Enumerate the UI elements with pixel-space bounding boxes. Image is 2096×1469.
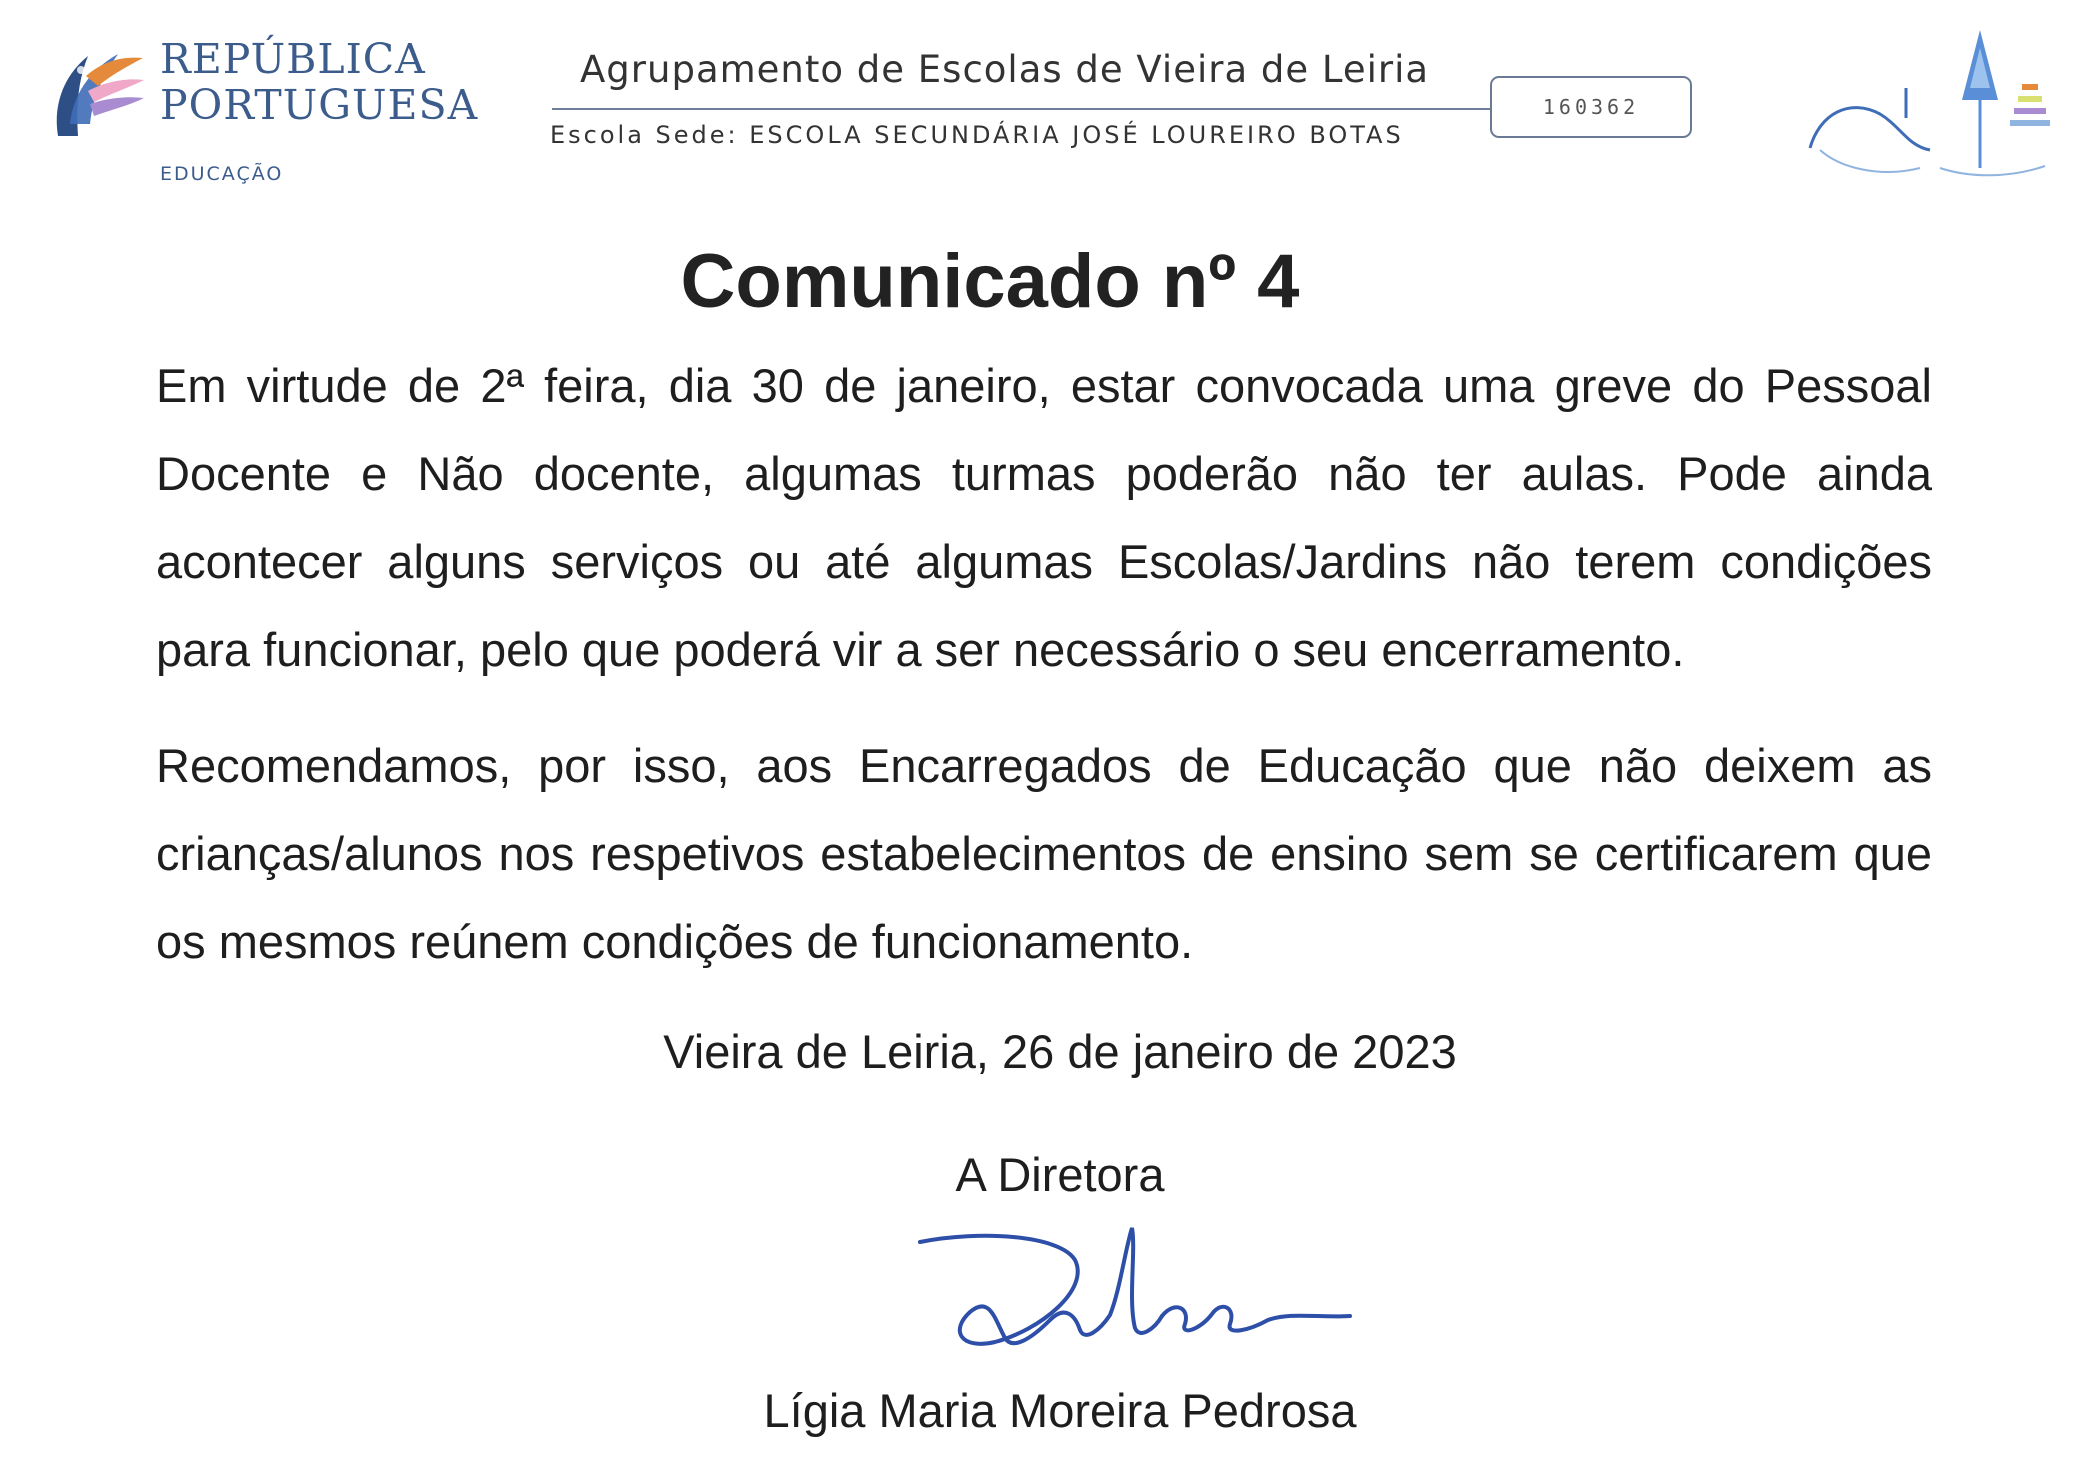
rp-line2: PORTUGUESA: [160, 81, 479, 129]
place-and-date: Vieira de Leiria, 26 de janeiro de 2023: [663, 1025, 1457, 1078]
header-divider: [552, 108, 1492, 110]
school-code-box: 160362: [1490, 76, 1692, 138]
school-group-name: Agrupamento de Escolas de Vieira de Leiria: [580, 48, 1430, 91]
paragraph-recommendation: Recomendamos, por isso, aos Encarregados de Educação que não deixem as crianças/alunos nos respetivos estabelecimentos de ensino sem se certificarem que os mesmos reúnem condições de funcionamento.: [156, 739, 1932, 968]
signatory-role: A Diretora: [955, 1148, 1165, 1201]
letterhead: [0, 0, 2096, 200]
school-headquarters: Escola Sede: ESCOLA SECUNDÁRIA JOSÉ LOUREIRO BOTAS: [550, 121, 1404, 149]
school-group-emblem-icon: [1790, 18, 2060, 188]
paragraph-strike-notice: Em virtude de 2ª feira, dia 30 de janeiro, estar convocada uma greve do Pessoal Docente e Não docente, algumas turmas poderão não ter aulas. Pode ainda acontecer alguns serviços ou até algumas Escolas/Jardins não terem condições para funcionar, pelo que poderá vir a ser necessário o seu encerramento.: [156, 359, 1932, 676]
rp-subtitle: EDUCAÇÃO: [160, 163, 284, 185]
page-title: Comunicado nº 4: [680, 239, 1300, 324]
rp-line1: REPÚBLICA: [160, 35, 426, 83]
republica-portuguesa-wordmark: [160, 36, 478, 128]
handwritten-signature-icon: [900, 1220, 1400, 1370]
republica-portuguesa-emblem-icon: [48, 36, 148, 146]
signatory-name: Lígia Maria Moreira Pedrosa: [763, 1384, 1357, 1437]
